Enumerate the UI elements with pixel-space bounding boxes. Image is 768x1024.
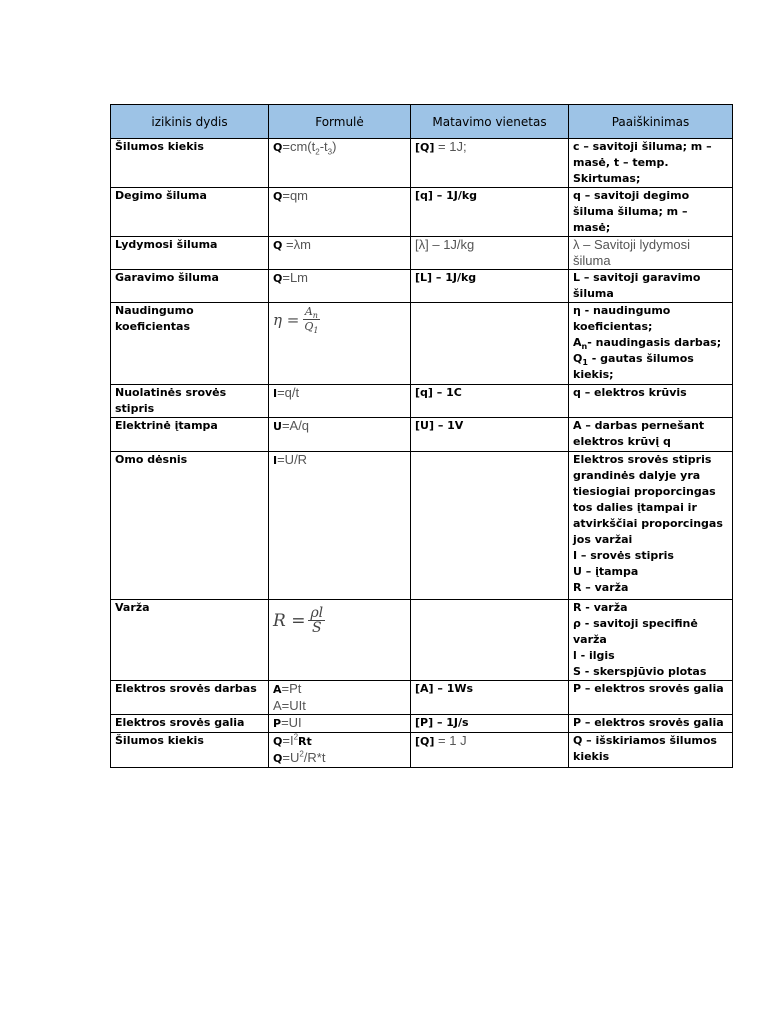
formula-cell (269, 385, 411, 418)
table-row (111, 188, 733, 237)
unit-value: = 1J; (434, 139, 467, 154)
quantity-cell: Šilumos kiekis (111, 733, 269, 768)
unit-cell: [q] – 1C (411, 385, 569, 418)
explanation-cell: Q – išskiriamos šilumos kiekis (569, 733, 733, 768)
formula-cell (269, 715, 411, 733)
formula-cell (269, 139, 411, 188)
formula-expression: $=I^2$ (282, 732, 299, 748)
efficiency-equation: η = $\frac{A_n}{Q_1}$ (273, 305, 319, 336)
table-row (111, 733, 733, 768)
explanation-cell: R - varža ρ - savitoji specifinė varža l - ilgis S - skerspjūvio plotas (569, 600, 733, 681)
table-row (111, 715, 733, 733)
formula-cell (269, 237, 411, 270)
unit-symbol: [λ] (415, 237, 429, 252)
explanation-cell: P – elektros srovės galia (569, 715, 733, 733)
formula-expression: =A/q (281, 418, 310, 433)
quantity-cell: Garavimo šiluma (111, 270, 269, 303)
unit-cell: [L] – 1J/kg (411, 270, 569, 303)
formula-symbol: A (273, 683, 282, 696)
table-row (111, 237, 733, 270)
formula-expression-alt: $=U^2/R*t$ (282, 749, 326, 765)
explanation-cell: Elektros srovės stipris grandinės dalyje yra tiesiogiai proporcingas tos dalies įtampai ir atvirkščiai proporcingas jos varžai I – srovės stipris U – įtampa R – varža (569, 452, 733, 600)
formula-expression: =qm (282, 188, 309, 203)
formula-symbol: I (273, 454, 278, 467)
quantity-cell: Elektros srovės darbas (111, 681, 269, 715)
unit-cell: [A] – 1Ws (411, 681, 569, 715)
unit-cell: [q] – 1J/kg (411, 188, 569, 237)
quantity-cell: Naudingumo koeficientas (111, 303, 269, 385)
header-formula: Formulė (269, 105, 411, 139)
formula-symbol: I (273, 387, 278, 400)
unit-symbol: [Q] (415, 141, 435, 154)
unit-value: = 1 J (434, 733, 467, 748)
quantity-cell: Elektros srovės galia (111, 715, 269, 733)
formula-symbol: Q (273, 141, 283, 154)
resistance-equation: R = $\frac{\rho l}{S}$ (273, 605, 324, 636)
unit-value: – 1J/kg (428, 237, 475, 252)
formula-symbol: Q (273, 272, 283, 285)
quantity-cell: Degimo šiluma (111, 188, 269, 237)
formula-cell (269, 600, 411, 681)
table-row (111, 139, 733, 188)
formula-expression: =Lm (282, 270, 309, 285)
physics-formulas-table (110, 104, 733, 768)
header-explanation: Paaiškinimas (569, 105, 733, 139)
formula-cell (269, 188, 411, 237)
unit-cell (411, 303, 569, 385)
table-row (111, 681, 733, 715)
formula-expression: =UI (281, 715, 302, 730)
unit-cell (411, 452, 569, 600)
header-unit: Matavimo vienetas (411, 105, 569, 139)
table-header (111, 105, 733, 139)
formula-expression-alt: A=UIt (273, 698, 306, 713)
quantity-cell: Lydymosi šiluma (111, 237, 269, 270)
formula-expression: =λm (282, 237, 311, 252)
formula-expression: $=cm(t_2-t_3)$ (282, 139, 337, 157)
header-quantity: izikinis dydis (111, 105, 269, 139)
explanation-cell: c – savitoji šiluma; m – masė, t – temp. Skirtumas; (569, 139, 733, 188)
formula-expression: =q/t (277, 385, 300, 400)
unit-cell (411, 600, 569, 681)
formula-symbol: Q (273, 239, 283, 252)
table-row (111, 418, 733, 452)
formula-expression: =Pt (281, 681, 302, 696)
explanation-cell: P – elektros srovės galia (569, 681, 733, 715)
formula-cell (269, 270, 411, 303)
explanation-cell: q – savitoji degimo šiluma šiluma; m – masė; (569, 188, 733, 237)
formula-cell (269, 303, 411, 385)
formula-symbol: Q (273, 735, 283, 748)
table-row (111, 600, 733, 681)
unit-cell: [P] – 1J/s (411, 715, 569, 733)
quantity-cell: Omo dėsnis (111, 452, 269, 600)
formula-cell: $Q=I^2Rt$ $Q=U^2/R*t$ (269, 733, 411, 768)
formula-symbol: U (273, 420, 282, 433)
formula-cell (269, 452, 411, 600)
explanation-cell: L – savitoji garavimo šiluma (569, 270, 733, 303)
formula-cell (269, 681, 411, 715)
quantity-cell: Nuolatinės srovės stipris (111, 385, 269, 418)
explanation-cell: q – elektros krūvis (569, 385, 733, 418)
unit-symbol: [Q] (415, 735, 435, 748)
table-row (111, 303, 733, 385)
unit-cell (411, 733, 569, 768)
quantity-cell: Elektrinė įtampa (111, 418, 269, 452)
unit-cell (411, 237, 569, 270)
formula-expression: =U/R (277, 452, 308, 467)
explanation-cell: A – darbas pernešant elektros krūvį q (569, 418, 733, 452)
formula-symbol: P (273, 717, 282, 730)
unit-cell (411, 139, 569, 188)
quantity-cell: Varža (111, 600, 269, 681)
unit-cell: [U] – 1V (411, 418, 569, 452)
formula-cell (269, 418, 411, 452)
table-row (111, 385, 733, 418)
explanation-cell: η - naudingumo koeficientas; $A_n-$ naudingasis darbas; $Q_1$ - gautas šilumos kiekis; (569, 303, 733, 385)
table-row (111, 270, 733, 303)
explanation-cell: λ – Savitoji lydymosi šiluma (569, 237, 733, 270)
table-row (111, 452, 733, 600)
formula-symbol: Q (273, 190, 283, 203)
quantity-cell: Šilumos kiekis (111, 139, 269, 188)
